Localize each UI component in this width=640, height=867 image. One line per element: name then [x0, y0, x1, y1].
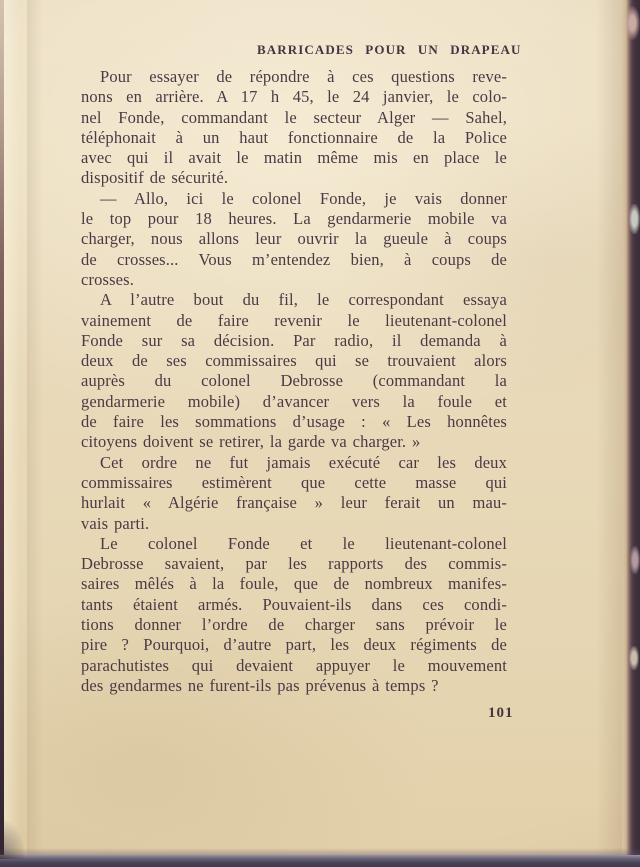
right-edge-patch	[625, 6, 640, 40]
paragraph-4	[81, 453, 507, 534]
text-line: dispositif de sécurité.	[81, 168, 229, 188]
text-line: tions donner l’ordre de charger sans prévoir le	[81, 615, 507, 635]
text-line: saires mêlés à la foule, que de nombreux manifes-	[81, 574, 507, 594]
text-line: Pour essayer de répondre à ces questions reve-	[100, 67, 507, 86]
binding-edge-left	[0, 0, 4, 867]
text-line: crosses.	[81, 269, 134, 289]
running-header: BARRICADES POUR UN DRAPEAU	[257, 42, 522, 57]
text-line: de crosses... Vous m’entendez bien, à coups de	[81, 249, 507, 269]
text-line: avec qui il avait le matin même mis en place le	[81, 148, 507, 168]
text-line: nons en arrière. A 17 h 45, le 24 janvier, le colo-	[81, 87, 507, 107]
book-edge-bottom	[0, 855, 640, 867]
right-edge-patch	[630, 546, 640, 574]
page-number: 101	[488, 705, 514, 721]
right-edge-patch	[629, 204, 640, 234]
text-line: hurlait « Algérie française » leur ferait un mau-	[81, 493, 507, 513]
text-line: pire ? Pourquoi, d’autre part, les deux régiments de	[81, 635, 507, 655]
right-edge-patch	[629, 646, 639, 670]
text-line: des gendarmes ne furent-ils pas prévenus à temps ?	[81, 675, 439, 695]
left-paper-highlight	[4, 0, 20, 867]
text-line: Fonde sur sa décision. Par radio, il demanda à	[81, 330, 507, 350]
text-line: le top pour 18 heures. La gendarmerie mobile va	[81, 209, 507, 229]
right-paper-roll-shadow	[596, 0, 622, 867]
text-line: charger, nous allons leur ouvrir la gueule à coups	[81, 229, 507, 249]
paragraph-2	[81, 189, 507, 290]
text-line: Cet ordre ne fut jamais exécuté car les deux	[100, 452, 507, 472]
text-line: deux de ses commissaires qui se trouvaient alors	[81, 351, 507, 371]
bottom-page-shadow	[0, 848, 640, 855]
paragraph-3	[81, 290, 507, 452]
text-line: commissaires estimèrent que cette masse qui	[81, 472, 507, 492]
text-line: citoyens doivent se retirer, la garde va charger. »	[81, 432, 421, 452]
text-line: — Allo, ici le colonel Fonde, je vais donner	[100, 188, 507, 208]
text-line: nel Fonde, commandant le secteur Alger — Sahel,	[81, 107, 507, 127]
text-line: de faire les sommations d’usage : « Les honnêtes	[81, 412, 507, 432]
paragraph-5	[81, 534, 507, 696]
bottom-left-corner-shadow	[0, 819, 26, 859]
text-line: gendarmerie mobile) d’avancer vers la foule et	[81, 391, 507, 411]
body-text	[81, 67, 507, 696]
text-line: A l’autre bout du fil, le correspondant essaya	[100, 290, 507, 310]
text-line: téléphonait à un haut fonctionnaire de la Police	[81, 127, 507, 147]
paragraph-1	[81, 67, 507, 189]
book-edge-right	[622, 0, 640, 867]
text-line: Le colonel Fonde et le lieutenant-colonel	[100, 533, 507, 553]
text-line: vais parti.	[81, 513, 150, 533]
text-line: vainement de faire revenir le lieutenant-colonel	[81, 310, 507, 330]
text-line: parachutistes qui devaient appuyer le mouvement	[81, 655, 507, 675]
left-paper-crease	[27, 0, 43, 867]
text-line: auprès du colonel Debrosse (commandant la	[81, 371, 507, 391]
text-line: tants étaient armés. Pouvaient-ils dans ces condi-	[81, 594, 507, 614]
text-line: Debrosse savaient, par les rapports des commis-	[81, 554, 507, 574]
